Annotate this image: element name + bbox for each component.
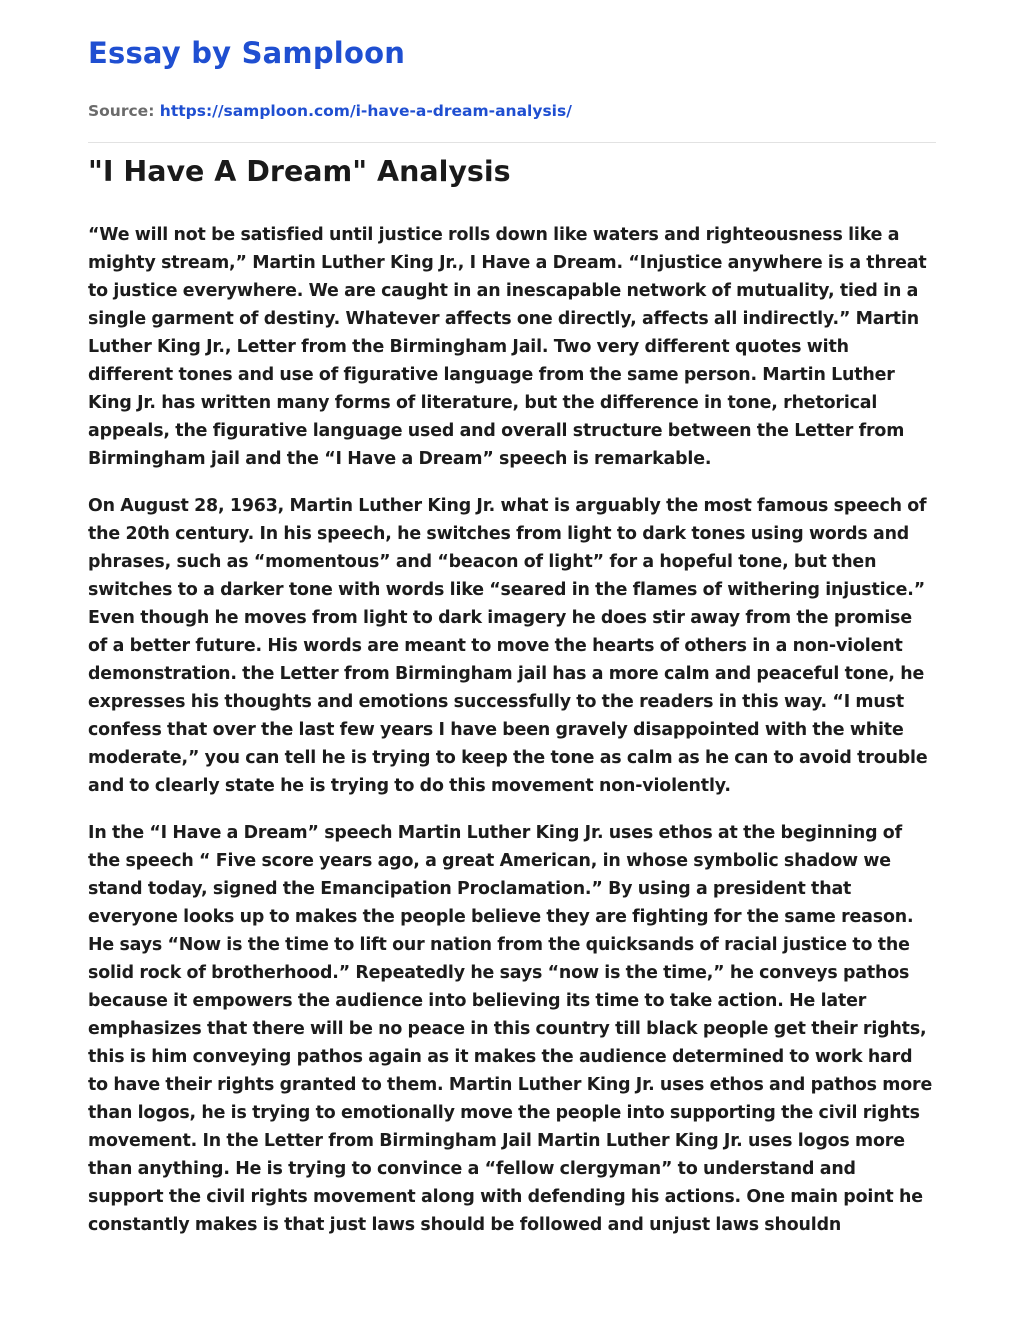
source-line	[88, 102, 572, 120]
essay-paragraph-3: In the “I Have a Dream” speech Martin Luther King Jr. uses ethos at the beginning of the speech “ Five score years ago, a great American, in whose symbolic shadow we stand today, signed the Emancipation Proclamation.” By using a president that everyone looks up to makes the people believe they are fighting for the same reason. He says “Now is the time to lift our nation from the quicksands of racial justice to the solid rock of brotherhood.” Repeatedly he says “now is the time,” he conveys pathos because it empowers the audience into believing its time to take action. He later emphasizes that there will be no peace in this country till black people get their rights, this is him conveying pathos again as it makes the audience determined to work hard to have their rights granted to them. Martin Luther King Jr. uses ethos and pathos more than logos, he is trying to emotionally move the people into supporting the civil rights movement. In the Letter from Birmingham Jail Martin Luther King Jr. uses logos more than anything. He is trying to convince a “fellow clergyman” to understand and support the civil rights movement along with defending his actions. One main point he constantly makes is that just laws should be followed and unjust laws shouldn	[88, 823, 933, 1235]
essay-title: "I Have A Dream" Analysis	[88, 155, 511, 188]
header-divider	[88, 142, 936, 143]
brand-title: Essay by Samploon	[88, 36, 406, 70]
essay-paragraph-2: On August 28, 1963, Martin Luther King Jr. what is arguably the most famous speech of the 20th century. In his speech, he switches from light to dark tones using words and phrases, such as “momentous” and “beacon of light” for a hopeful tone, but then switches to a darker tone with words like “seared in the flames of withering injustice.” Even though he moves from light to dark imagery he does stir away from the promise of a better future. His words are meant to move the hearts of others in a non-violent demonstration. the Letter from Birmingham jail has a more calm and peaceful tone, he expresses his thoughts and emotions successfully to the readers in this way. “I must confess that over the last few years I have been gravely disappointed with the white moderate,” you can tell he is trying to keep the tone as calm as he can to avoid trouble and to clearly state he is trying to do this movement non-violently.	[88, 496, 928, 796]
essay-body	[88, 221, 936, 1258]
essay-paragraph-1: “We will not be satisfied until justice rolls down like waters and righteousness like a mighty stream,” Martin Luther King Jr., I Have a Dream. “Injustice anywhere is a threat to justice everywhere. We are caught in an inescapable network of mutuality, tied in a single garment of destiny. Whatever affects one directly, affects all indirectly.” Martin Luther King Jr., Letter from the Birmingham Jail. Two very different quotes with different tones and use of figurative language from the same person. Martin Luther King Jr. has written many forms of literature, but the difference in tone, rhetorical appeals, the figurative language used and overall structure between the Letter from Birmingham jail and the “I Have a Dream” speech is remarkable.	[88, 225, 927, 469]
source-link[interactable]: https://samploon.com/i-have-a-dream-analysis/	[159, 102, 572, 120]
source-label: Source:	[88, 102, 155, 120]
